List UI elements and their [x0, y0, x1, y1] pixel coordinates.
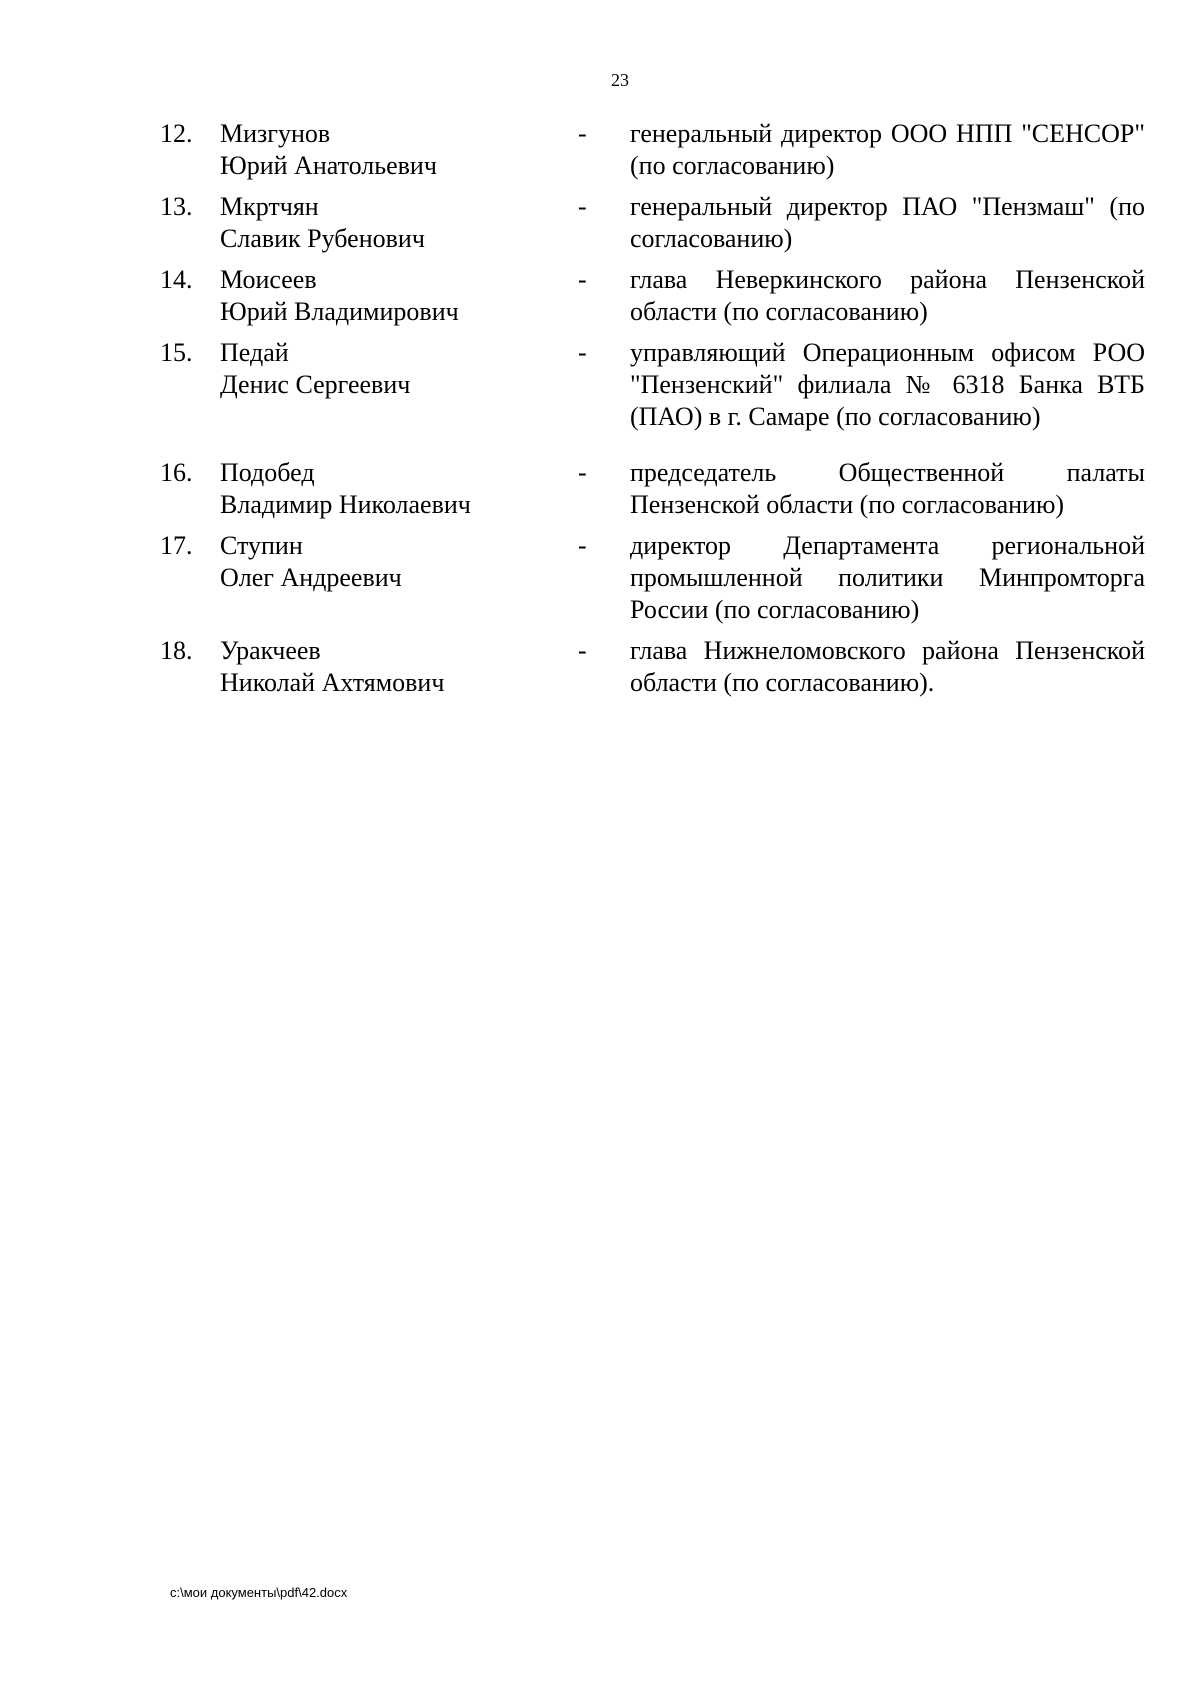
- surname: Педай: [220, 338, 289, 367]
- list-item: [160, 457, 1145, 521]
- list-item: [160, 191, 1145, 255]
- person-name: [220, 457, 580, 521]
- given-names: Славик Рубенович: [220, 224, 425, 253]
- dash-separator: -: [578, 192, 587, 221]
- person-name: [220, 191, 580, 255]
- dash-separator: -: [578, 338, 587, 367]
- item-number: 13.: [160, 192, 193, 221]
- list-item: [160, 337, 1145, 433]
- position-description: управляющий Операционным офисом РОО "Пензенский" филиала № 6318 Банка ВТБ (ПАО) в г. Самаре (по согласованию): [630, 338, 1145, 431]
- item-number: 18.: [160, 636, 193, 665]
- surname: Подобед: [220, 458, 315, 487]
- surname: Мизгунов: [220, 119, 331, 148]
- given-names: Владимир Николаевич: [220, 490, 471, 519]
- list-item: [160, 264, 1145, 328]
- item-number: 15.: [160, 338, 193, 367]
- surname: Мкртчян: [220, 192, 319, 221]
- dash-separator: -: [578, 531, 587, 560]
- dash-separator: -: [578, 458, 587, 487]
- given-names: Юрий Владимирович: [220, 297, 459, 326]
- footer-file-path: c:\мои документы\pdf\42.docx: [170, 1585, 348, 1600]
- list-item: [160, 530, 1145, 626]
- given-names: Олег Андреевич: [220, 563, 402, 592]
- dash-separator: -: [578, 265, 587, 294]
- page-number: 23: [611, 70, 629, 90]
- person-name: [220, 337, 580, 401]
- position-description: глава Нижнеломовского района Пензенской области (по согласованию).: [630, 636, 1145, 697]
- item-number: 16.: [160, 458, 193, 487]
- dash-separator: -: [578, 119, 587, 148]
- surname: Уракчеев: [220, 636, 321, 665]
- position-description: глава Неверкинского района Пензенской области (по согласованию): [630, 265, 1145, 326]
- person-name: [220, 635, 580, 699]
- person-name: [220, 530, 580, 594]
- person-name: [220, 118, 580, 182]
- surname: Ступин: [220, 531, 303, 560]
- given-names: Николай Ахтямович: [220, 668, 445, 697]
- item-number: 12.: [160, 119, 193, 148]
- surname: Моисеев: [220, 265, 317, 294]
- position-description: председатель Общественной палаты Пензенской области (по согласованию): [630, 458, 1145, 519]
- item-number: 17.: [160, 531, 193, 560]
- given-names: Юрий Анатольевич: [220, 151, 437, 180]
- position-description: генеральный директор ООО НПП "СЕНСОР" (по согласованию): [630, 119, 1145, 180]
- list-item: [160, 118, 1145, 182]
- list-item: [160, 635, 1145, 699]
- member-list: [160, 118, 1145, 708]
- given-names: Денис Сергеевич: [220, 370, 411, 399]
- position-description: генеральный директор ПАО "Пензмаш" (по согласованию): [630, 192, 1145, 253]
- position-description: директор Департамента региональной промышленной политики Минпромторга России (по согласованию): [630, 531, 1145, 624]
- dash-separator: -: [578, 636, 587, 665]
- item-number: 14.: [160, 265, 193, 294]
- person-name: [220, 264, 580, 328]
